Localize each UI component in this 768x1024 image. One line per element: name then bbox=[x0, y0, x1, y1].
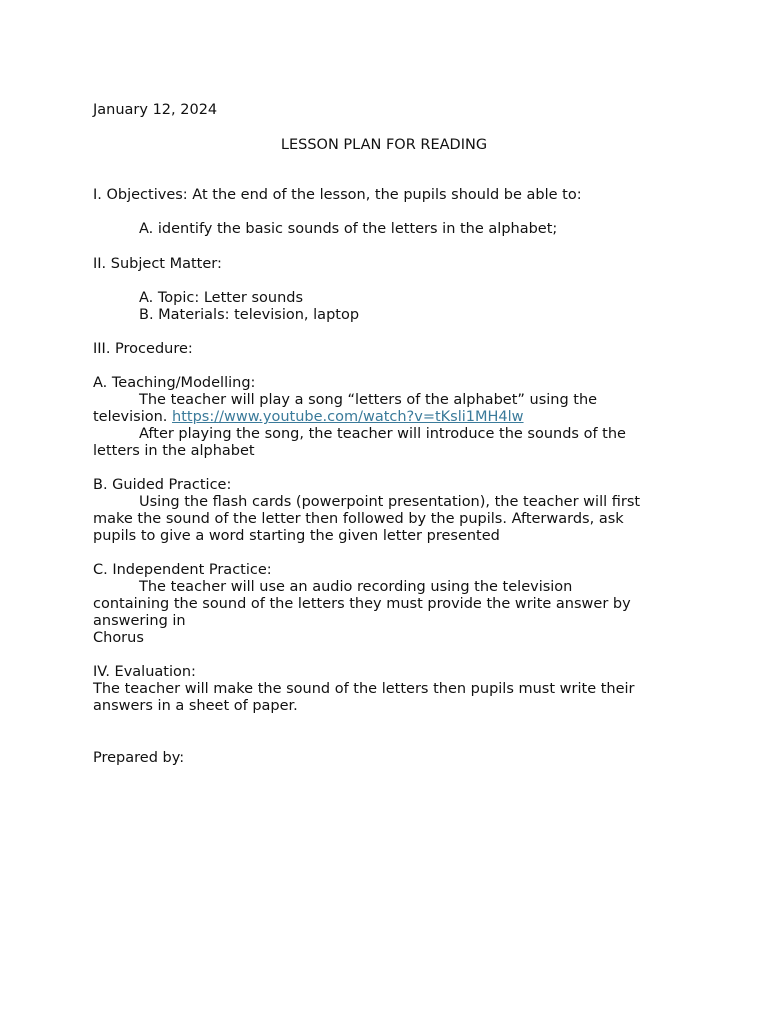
guided-line-1: Using the flash cards (powerpoint presentation), the teacher will first bbox=[139, 494, 641, 510]
independent-line-3: answering in bbox=[93, 613, 186, 629]
guided-line-2: make the sound of the letter then followed by the pupils. Afterwards, ask bbox=[93, 511, 624, 527]
teaching-line-1: The teacher will play a song “letters of the alphabet” using the bbox=[139, 392, 598, 408]
youtube-link[interactable]: https://www.youtube.com/watch?v=tKsli1MH4lw bbox=[172, 409, 524, 425]
objective-item-a: A. identify the basic sounds of the letters in the alphabet; bbox=[139, 221, 558, 237]
independent-line-2: containing the sound of the letters they must provide the write answer by bbox=[93, 596, 631, 612]
document-date: January 12, 2024 bbox=[93, 102, 218, 118]
prepared-by: Prepared by: bbox=[93, 750, 185, 766]
teaching-line-3: After playing the song, the teacher will introduce the sounds of the bbox=[139, 426, 626, 442]
subject-materials: B. Materials: television, laptop bbox=[139, 307, 360, 323]
teaching-line-2-text: television. bbox=[93, 409, 173, 425]
guided-heading: B. Guided Practice: bbox=[93, 477, 232, 493]
evaluation-heading: IV. Evaluation: bbox=[93, 664, 196, 680]
independent-heading: C. Independent Practice: bbox=[93, 562, 272, 578]
subject-topic: A. Topic: Letter sounds bbox=[139, 290, 304, 306]
evaluation-line-1: The teacher will make the sound of the letters then pupils must write their bbox=[93, 681, 635, 697]
teaching-heading: A. Teaching/Modelling: bbox=[93, 375, 256, 391]
procedure-heading: III. Procedure: bbox=[93, 341, 193, 357]
evaluation-line-2: answers in a sheet of paper. bbox=[93, 698, 298, 714]
subject-matter-heading: II. Subject Matter: bbox=[93, 256, 222, 272]
teaching-line-4: letters in the alphabet bbox=[93, 443, 255, 459]
objectives-heading: I. Objectives: At the end of the lesson, the pupils should be able to: bbox=[93, 187, 582, 203]
independent-line-1: The teacher will use an audio recording using the television bbox=[139, 579, 573, 595]
independent-line-4: Chorus bbox=[93, 630, 144, 646]
teaching-line-2 bbox=[93, 409, 524, 426]
document-title: LESSON PLAN FOR READING bbox=[280, 137, 488, 153]
guided-line-3: pupils to give a word starting the given letter presented bbox=[93, 528, 500, 544]
